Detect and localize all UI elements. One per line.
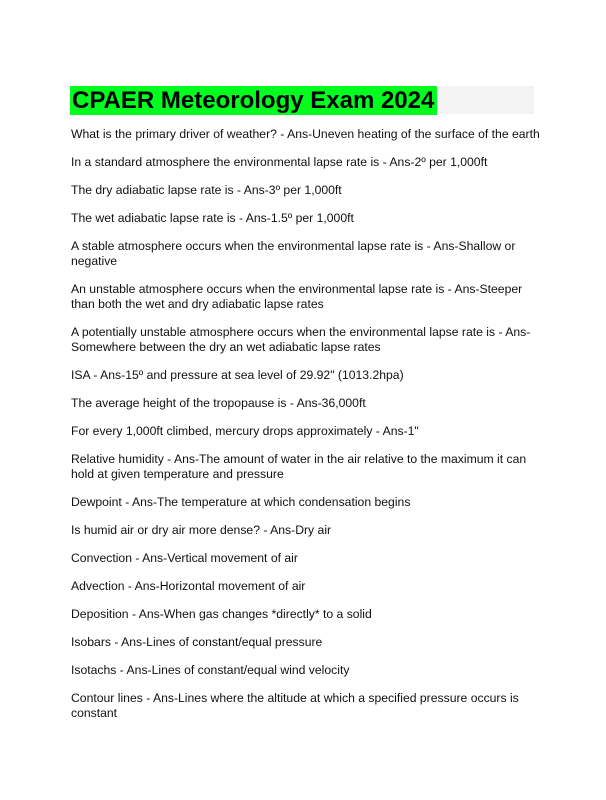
qa-item: A potentially unstable atmosphere occurs when the environmental lapse rate is - Ans-Somewhere between the dry an wet adiabatic lapse rates	[71, 325, 531, 354]
qa-item: Isobars - Ans-Lines of constant/equal pressure	[71, 635, 323, 649]
qa-item: ISA - Ans-15º and pressure at sea level of 29.92" (1013.2hpa)	[71, 368, 404, 382]
qa-item: Relative humidity - Ans-The amount of water in the air relative to the maximum it can hold at given temperature and pressure	[71, 452, 527, 481]
qa-item: Dewpoint - Ans-The temperature at which condensation begins	[71, 495, 411, 509]
qa-item: Advection - Ans-Horizontal movement of air	[71, 579, 306, 593]
qa-item: Deposition - Ans-When gas changes *directly* to a solid	[71, 607, 372, 621]
qa-item: Is humid air or dry air more dense? - Ans-Dry air	[71, 523, 332, 537]
qa-item: An unstable atmosphere occurs when the environmental lapse rate is - Ans-Steeper than both the wet and dry adiabatic lapse rates	[71, 282, 523, 311]
qa-item: The average height of the tropopause is - Ans-36,000ft	[71, 396, 366, 410]
qa-item: The dry adiabatic lapse rate is - Ans-3º per 1,000ft	[71, 183, 342, 197]
qa-list	[71, 127, 541, 734]
document-title: CPAER Meteorology Exam 2024	[70, 86, 437, 115]
qa-item: The wet adiabatic lapse rate is - Ans-1.5º per 1,000ft	[71, 211, 354, 225]
qa-item: Isotachs - Ans-Lines of constant/equal wind velocity	[71, 663, 350, 677]
qa-item: Convection - Ans-Vertical movement of air	[71, 551, 298, 565]
qa-item: In a standard atmosphere the environmental lapse rate is - Ans-2º per 1,000ft	[71, 155, 488, 169]
qa-item: For every 1,000ft climbed, mercury drops approximately - Ans-1"	[71, 424, 419, 438]
qa-item: A stable atmosphere occurs when the environmental lapse rate is - Ans-Shallow or negative	[71, 239, 516, 268]
qa-item: Contour lines - Ans-Lines where the altitude at which a specified pressure occurs is constant	[71, 691, 519, 720]
qa-item: What is the primary driver of weather? - Ans-Uneven heating of the surface of the earth	[71, 127, 540, 141]
